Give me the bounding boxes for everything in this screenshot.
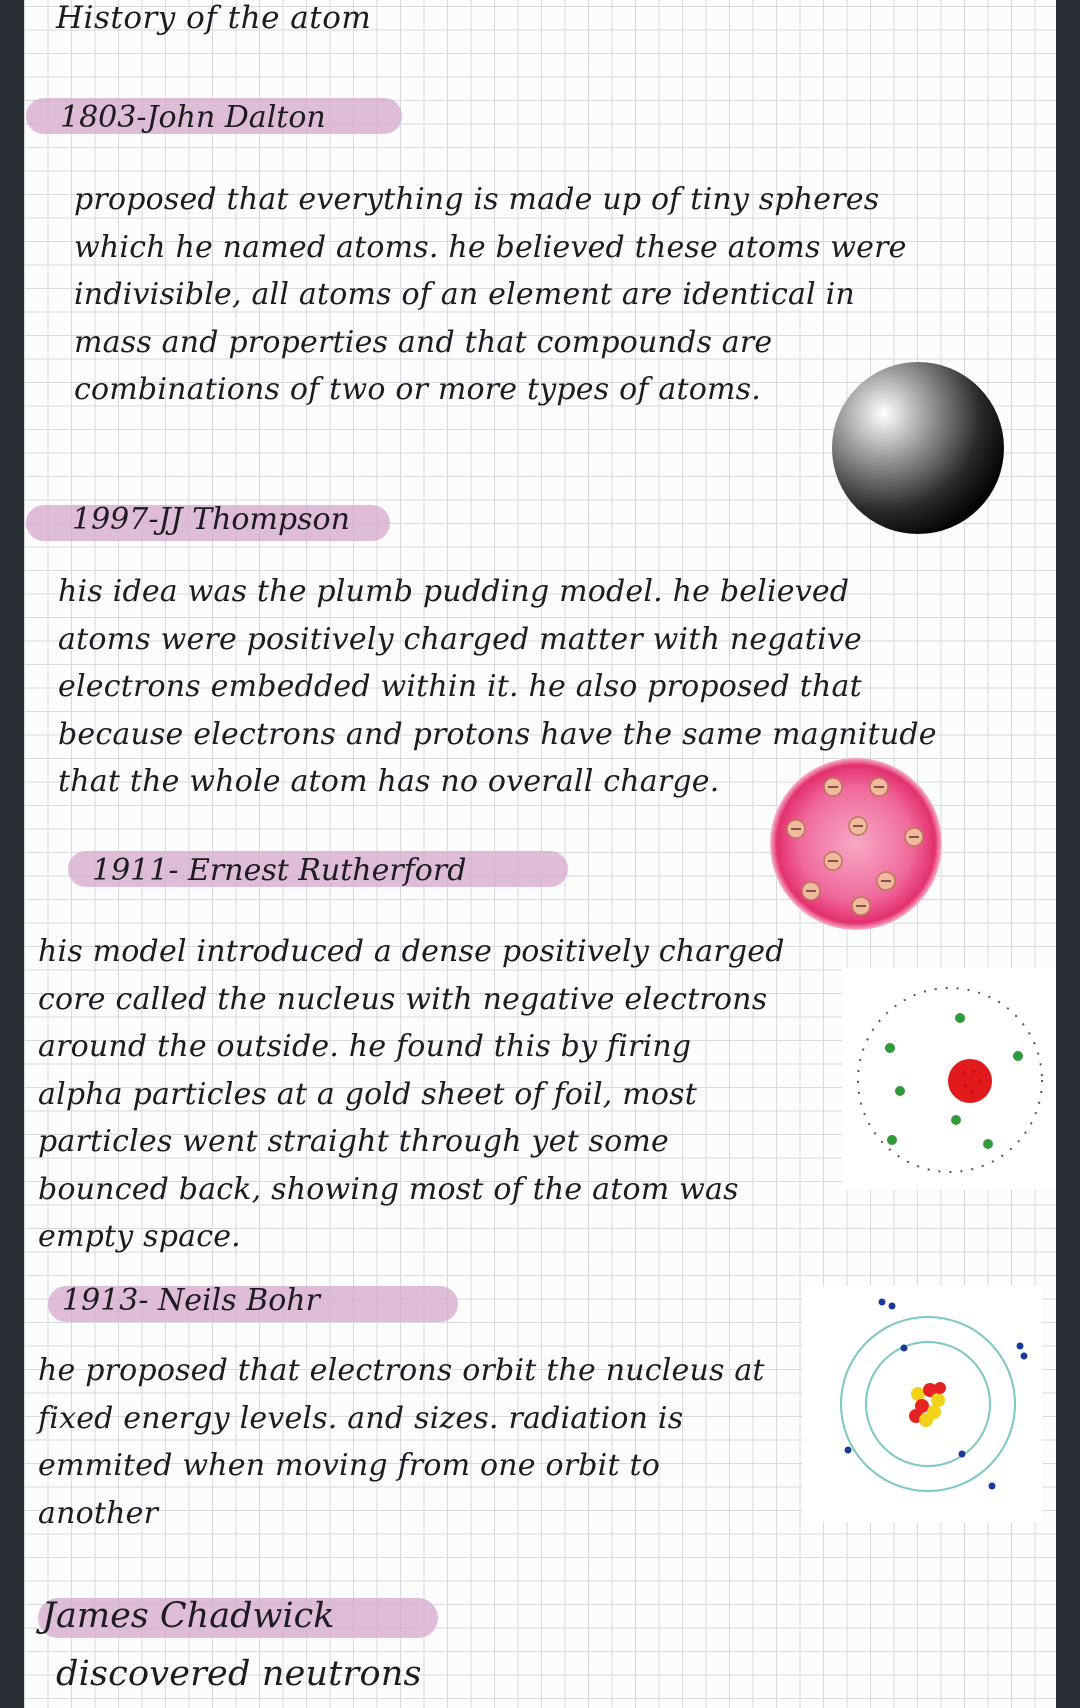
text-line: his idea was the plumb pudding model. he believed xyxy=(58,574,850,609)
plum-pudding-model-illustration xyxy=(766,754,946,934)
text-line: combinations of two or more types of atoms. xyxy=(74,372,761,407)
text-line: bounced back, showing most of the atom was xyxy=(38,1171,739,1207)
text-line: fixed energy levels. and sizes. radiation is xyxy=(38,1400,684,1436)
heading-rutherford: 1911- Ernest Rutherford xyxy=(92,853,467,888)
notebook-page xyxy=(24,0,1056,1708)
text-line: indivisible, all atoms of an element are identical in xyxy=(74,277,855,312)
heading-dalton: 1803-John Dalton xyxy=(60,100,326,135)
heading-chadwick: James Chadwick xyxy=(42,1596,335,1636)
bohr-orbital-model-illustration xyxy=(802,1286,1042,1522)
text-line: that the whole atom has no overall charge. xyxy=(58,764,720,799)
page-title: History of the atom xyxy=(56,0,372,36)
paragraph-dalton xyxy=(74,176,907,414)
text-line: empty space. xyxy=(38,1219,241,1254)
text-line: electrons embedded within it. he also proposed that xyxy=(58,669,862,704)
text-line: core called the nucleus with negative electrons xyxy=(38,981,768,1017)
text-line: he proposed that electrons orbit the nucleus at xyxy=(38,1353,765,1388)
paragraph-chadwick xyxy=(56,1648,422,1700)
text-line: proposed that everything is made up of tiny spheres xyxy=(74,182,880,217)
text-line: emmited when moving from one orbit to xyxy=(38,1448,660,1483)
svg-text:+: + xyxy=(960,1069,967,1078)
paragraph-rutherford xyxy=(38,928,785,1261)
svg-text:+: + xyxy=(970,1067,977,1076)
text-line: particles went straight through yet some xyxy=(38,1124,670,1159)
heading-thompson: 1997-JJ Thompson xyxy=(72,502,350,537)
rutherford-nuclear-model-illustration xyxy=(842,968,1056,1190)
text-line: his model introduced a dense positively charged xyxy=(38,934,785,969)
dalton-solid-sphere-illustration xyxy=(828,358,1008,538)
text-line: around the outside. he found this by firing xyxy=(38,1029,692,1064)
svg-text:+: + xyxy=(968,1087,975,1096)
text-line: discovered neutrons xyxy=(56,1654,422,1694)
paragraph-bohr xyxy=(38,1347,765,1537)
svg-text:+: + xyxy=(976,1077,983,1086)
svg-text:+: + xyxy=(962,1081,969,1090)
text-line: mass and properties and that compounds are xyxy=(74,324,773,360)
text-line: alpha particles at a gold sheet of foil, most xyxy=(38,1076,697,1112)
heading-bohr: 1913- Neils Bohr xyxy=(62,1283,320,1318)
text-line: which he named atoms. he believed these atoms were xyxy=(74,229,907,265)
text-line: because electrons and protons have the same magnitude xyxy=(58,716,937,752)
text-line: another xyxy=(38,1495,159,1531)
text-line: atoms were positively charged matter with negative xyxy=(58,621,862,657)
